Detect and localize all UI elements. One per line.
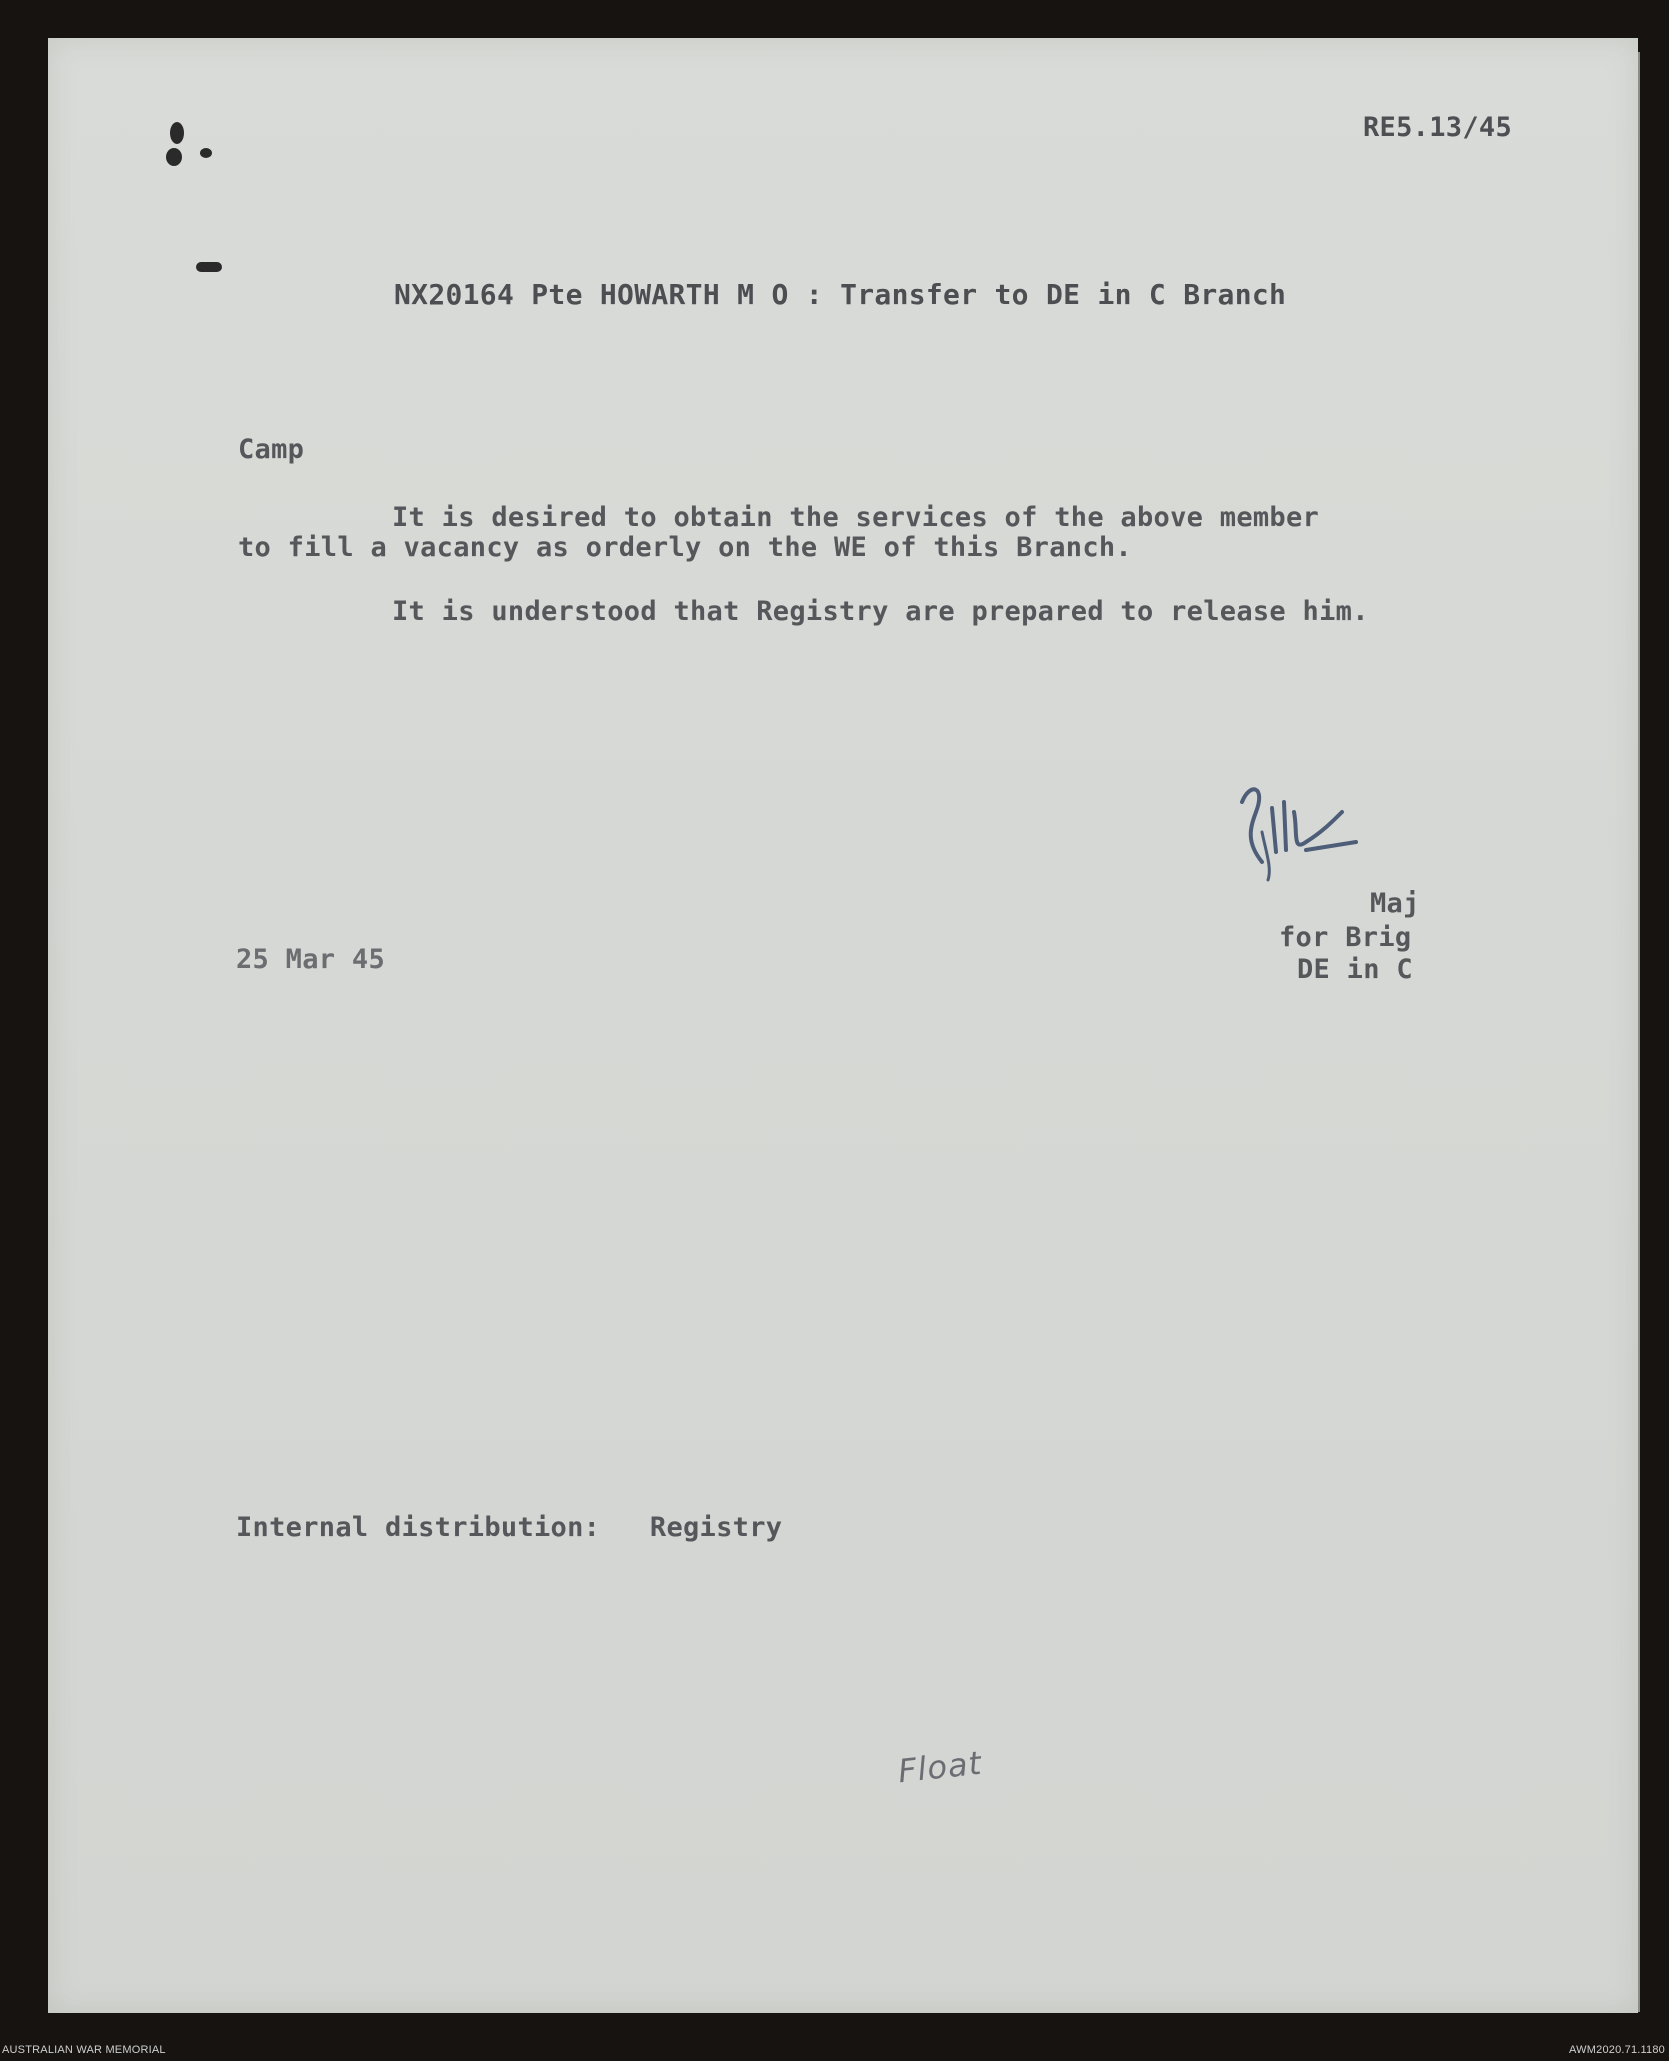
distribution-line: Internal distribution: Registry [236,1512,783,1543]
document-date: 25 Mar 45 [236,944,385,975]
signature-rank: Maj [1370,888,1420,919]
handwritten-note: Float [896,1743,984,1791]
subject-line: NX20164 Pte HOWARTH M O : Transfer to DE in C Branch [394,278,1287,311]
reference-number: RE5.13/45 [1363,112,1512,143]
punch-mark [170,122,184,144]
body-paragraph-2: It is understood that Registry are prepared to release him. [392,596,1369,627]
body-paragraph-1-line-1: It is desired to obtain the services of the above member [392,502,1320,533]
document-page [48,38,1638,2013]
page-edge [1638,52,1640,2012]
footer-institution: AUSTRALIAN WAR MEMORIAL [2,2044,166,2056]
signature-title: DE in C [1297,954,1413,985]
punch-mark [200,148,212,158]
handwritten-signature [1232,772,1362,892]
signature-for: for Brig [1279,922,1412,953]
addressee: Camp [238,434,305,465]
punch-mark [166,148,182,166]
punch-mark [196,262,222,272]
body-paragraph-1-line-2: to fill a vacancy as orderly on the WE of this Branch. [238,532,1132,563]
footer-accession-number: AWM2020.71.1180 [1569,2044,1665,2056]
